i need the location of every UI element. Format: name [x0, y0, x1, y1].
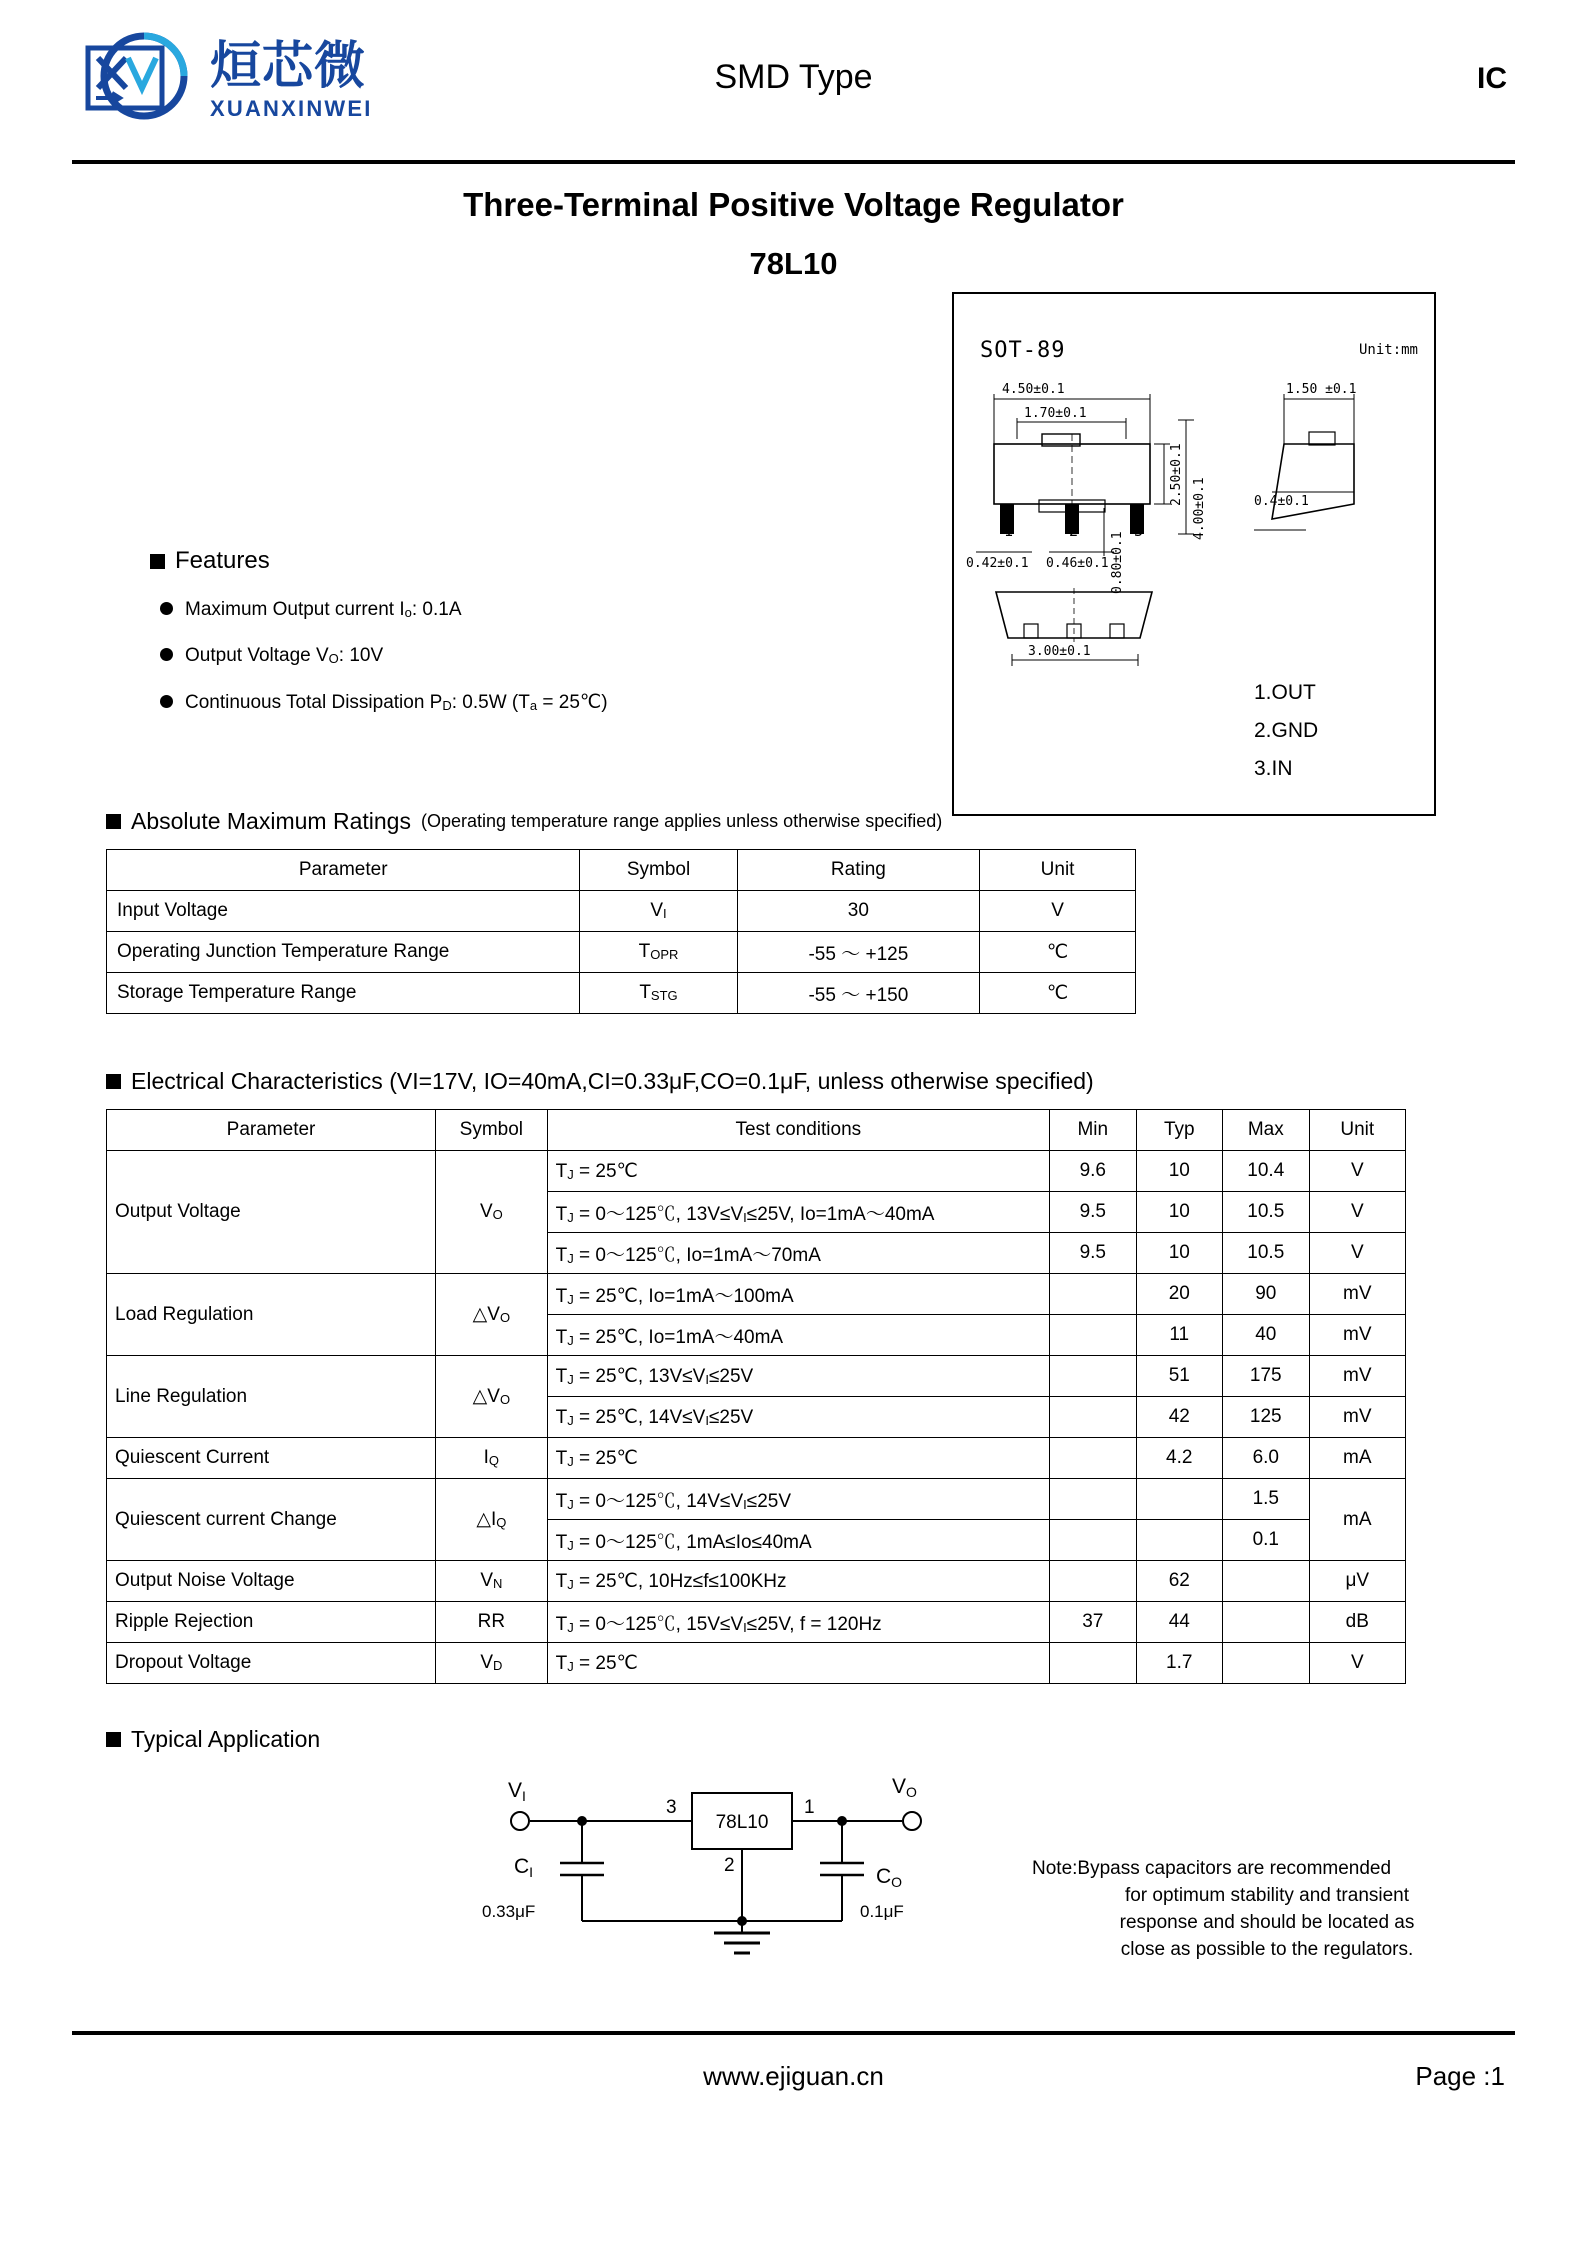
- abs-max-heading-label: Absolute Maximum Ratings: [131, 808, 411, 834]
- elec-heading: [106, 1068, 1515, 1095]
- application-heading: [106, 1726, 1515, 1753]
- cell-max: 40: [1223, 1315, 1310, 1356]
- table-row: [107, 1438, 1406, 1479]
- cell-symbol: VI: [580, 891, 737, 932]
- col-symbol: Symbol: [580, 850, 737, 891]
- svg-text:3: 3: [1134, 522, 1144, 540]
- schematic-output-label: VO: [892, 1775, 917, 1800]
- dim-height-outer: 4.00±0.1: [1192, 477, 1207, 540]
- cell-conditions: TJ = 0～125℃, 13V≤VI≤25V, Io=1mA～40mA: [547, 1192, 1049, 1233]
- header-category-label: IC: [1477, 62, 1507, 95]
- cell-parameter: Dropout Voltage: [107, 1643, 436, 1684]
- cell-typ: 10: [1136, 1233, 1222, 1274]
- bullet-square-icon: [106, 814, 121, 829]
- cell-min: 9.6: [1050, 1151, 1136, 1192]
- cell-rating: -55 ～ +150: [737, 973, 980, 1014]
- electrical-characteristics-table: [106, 1109, 1406, 1684]
- pin-legend-1: 1.OUT: [1254, 681, 1316, 704]
- cell-min: [1050, 1520, 1136, 1561]
- dim-side-thick: 0.4±0.1: [1254, 494, 1309, 509]
- cell-unit: ℃: [980, 932, 1136, 973]
- cell-max: 0.1: [1223, 1520, 1310, 1561]
- list-item: [160, 645, 790, 667]
- svg-text:2: 2: [1069, 522, 1079, 540]
- application-section: [72, 1726, 1515, 2013]
- page-footer: [72, 2061, 1515, 2111]
- footer-page-number: Page :1: [1415, 2061, 1505, 2091]
- package-name-label: SOT-89: [980, 338, 1066, 363]
- cell-min: [1050, 1479, 1136, 1520]
- header-divider: [72, 160, 1515, 164]
- application-note: [1032, 1855, 1502, 1963]
- bullet-square-icon: [150, 554, 165, 569]
- schematic-cap-out-value: 0.1μF: [860, 1902, 904, 1921]
- cell-parameter: Line Regulation: [107, 1356, 436, 1438]
- cell-min: [1050, 1397, 1136, 1438]
- application-heading-label: Typical Application: [131, 1726, 321, 1752]
- cell-max: [1223, 1561, 1310, 1602]
- cell-max: 10.5: [1223, 1233, 1310, 1274]
- cell-max: 6.0: [1223, 1438, 1310, 1479]
- cell-typ: 42: [1136, 1397, 1222, 1438]
- cell-typ: 20: [1136, 1274, 1222, 1315]
- dim-bottom-width: 3.00±0.1: [1028, 644, 1091, 659]
- cell-typ: 4.2: [1136, 1438, 1222, 1479]
- cell-max: 125: [1223, 1397, 1310, 1438]
- note-line-3: response and should be located as: [1119, 1912, 1415, 1933]
- package-unit-label: Unit:mm: [1358, 342, 1418, 358]
- elec-section: [72, 1068, 1515, 1684]
- cell-unit: mV: [1309, 1274, 1405, 1315]
- cell-unit: V: [1309, 1233, 1405, 1274]
- logo-chinese-name: 烜芯微: [210, 36, 367, 96]
- cell-unit: V: [980, 891, 1136, 932]
- cell-conditions: TJ = 0～125℃, 15V≤VI≤25V, f = 120Hz: [547, 1602, 1049, 1643]
- cell-max: 10.4: [1223, 1151, 1310, 1192]
- pin-legend-3: 3.IN: [1254, 757, 1293, 780]
- features-heading: [150, 547, 790, 575]
- dim-pin-mid: 0.46±0.1: [1046, 556, 1109, 571]
- pin-legend-2: 2.GND: [1254, 719, 1319, 742]
- pin-legend: [1254, 674, 1318, 788]
- col-rating: Rating: [737, 850, 980, 891]
- cell-conditions: TJ = 25℃, 14V≤VI≤25V: [547, 1397, 1049, 1438]
- svg-text:1: 1: [1004, 522, 1014, 540]
- table-header-row: [107, 850, 1136, 891]
- cell-unit: μV: [1309, 1561, 1405, 1602]
- features-and-package-row: [72, 282, 1515, 802]
- dim-pin-vert: 0.80±0.1: [1110, 531, 1125, 594]
- dim-top-width: 4.50±0.1: [1002, 382, 1065, 397]
- cell-min: [1050, 1356, 1136, 1397]
- schematic-cap-in-value: 0.33μF: [482, 1902, 536, 1921]
- part-number: 78L10: [749, 246, 838, 281]
- cell-symbol: RR: [436, 1602, 548, 1643]
- cell-typ: 1.7: [1136, 1643, 1222, 1684]
- dim-inner-width: 1.70±0.1: [1024, 406, 1087, 421]
- table-header-row: [107, 1110, 1406, 1151]
- table-row: [107, 1479, 1406, 1520]
- dim-pin-left: 0.42±0.1: [966, 556, 1029, 571]
- package-drawing: [952, 292, 1436, 816]
- header-center-title: SMD Type: [714, 58, 873, 96]
- col-symbol: Symbol: [436, 1110, 548, 1151]
- feature-text: Continuous Total Dissipation PD: 0.5W (Ta = 25℃): [185, 692, 608, 713]
- col-min: Min: [1050, 1110, 1136, 1151]
- cell-parameter: Storage Temperature Range: [107, 973, 580, 1014]
- cell-symbol: △VO: [436, 1274, 548, 1356]
- bullet-dot-icon: [160, 648, 173, 661]
- cell-min: [1050, 1315, 1136, 1356]
- document-title: Three-Terminal Positive Voltage Regulator: [463, 186, 1124, 223]
- cell-conditions: TJ = 0～125℃, Io=1mA～70mA: [547, 1233, 1049, 1274]
- cell-unit: V: [1309, 1192, 1405, 1233]
- schematic-cap-in-label: CI: [514, 1855, 534, 1880]
- cell-symbol: △IQ: [436, 1479, 548, 1561]
- cell-min: 9.5: [1050, 1233, 1136, 1274]
- cell-max: 90: [1223, 1274, 1310, 1315]
- bullet-dot-icon: [160, 695, 173, 708]
- features-section: [150, 547, 790, 714]
- bullet-square-icon: [106, 1074, 121, 1089]
- cell-unit: ℃: [980, 973, 1136, 1014]
- abs-max-heading-note: (Operating temperature range applies unless otherwise specified): [420, 811, 943, 831]
- table-row: [107, 1602, 1406, 1643]
- cell-max: 175: [1223, 1356, 1310, 1397]
- schematic-device-label: 78L10: [715, 1812, 769, 1833]
- cell-typ: 11: [1136, 1315, 1222, 1356]
- cell-min: [1050, 1438, 1136, 1479]
- abs-max-table: [106, 849, 1136, 1014]
- cell-typ: [1136, 1479, 1222, 1520]
- cell-unit: mV: [1309, 1315, 1405, 1356]
- dim-side-width: 1.50 ±0.1: [1286, 382, 1357, 397]
- note-line-4: close as possible to the regulators.: [1120, 1939, 1414, 1960]
- cell-unit: V: [1309, 1643, 1405, 1684]
- cell-symbol: TOPR: [580, 932, 737, 973]
- cell-parameter: Load Regulation: [107, 1274, 436, 1356]
- elec-heading-label: Electrical Characteristics (VI=17V, IO=40mA,CI=0.33μF,CO=0.1μF, unless otherwise specified): [131, 1068, 1094, 1094]
- cell-min: 9.5: [1050, 1192, 1136, 1233]
- note-line-1: Note:Bypass capacitors are recommended: [1032, 1858, 1392, 1879]
- bullet-square-icon: [106, 1732, 121, 1747]
- cell-min: [1050, 1643, 1136, 1684]
- footer-website[interactable]: www.ejiguan.cn: [703, 2061, 884, 2091]
- cell-conditions: TJ = 25℃: [547, 1643, 1049, 1684]
- bullet-dot-icon: [160, 602, 173, 615]
- cell-unit: V: [1309, 1151, 1405, 1192]
- list-item: [160, 599, 790, 621]
- cell-max: 1.5: [1223, 1479, 1310, 1520]
- cell-conditions: TJ = 25℃, 13V≤VI≤25V: [547, 1356, 1049, 1397]
- col-max: Max: [1223, 1110, 1310, 1151]
- page-header: [72, 0, 1515, 160]
- table-row: [107, 1274, 1406, 1315]
- cell-rating: 30: [737, 891, 980, 932]
- logo-english-name: XUANXINWEI: [210, 95, 373, 121]
- cell-conditions: TJ = 0～125℃, 14V≤VI≤25V: [547, 1479, 1049, 1520]
- cell-parameter: Output Voltage: [107, 1151, 436, 1274]
- table-row: [107, 891, 1136, 932]
- cell-parameter: Input Voltage: [107, 891, 580, 932]
- note-line-2: for optimum stability and transient: [1124, 1885, 1410, 1906]
- dim-height-inner: 2.50±0.1: [1169, 443, 1184, 506]
- cell-parameter: Output Noise Voltage: [107, 1561, 436, 1602]
- cell-unit: mV: [1309, 1397, 1405, 1438]
- cell-unit: dB: [1309, 1602, 1405, 1643]
- cell-min: [1050, 1561, 1136, 1602]
- feature-text: Maximum Output current Io: 0.1A: [185, 599, 462, 620]
- cell-conditions: TJ = 25℃, 10Hz≤f≤100KHz: [547, 1561, 1049, 1602]
- col-unit: Unit: [980, 850, 1136, 891]
- cell-conditions: TJ = 25℃: [547, 1438, 1049, 1479]
- cell-unit: mA: [1309, 1479, 1405, 1561]
- cell-max: 10.5: [1223, 1192, 1310, 1233]
- cell-parameter: Quiescent Current: [107, 1438, 436, 1479]
- abs-max-section: [72, 808, 1515, 1014]
- cell-typ: 62: [1136, 1561, 1222, 1602]
- footer-divider: [72, 2031, 1515, 2035]
- schematic-pin-out: 1: [804, 1797, 815, 1818]
- cell-symbol: TSTG: [580, 973, 737, 1014]
- list-item: [160, 691, 790, 714]
- cell-symbol: △VO: [436, 1356, 548, 1438]
- schematic-input-label: VI: [508, 1779, 526, 1804]
- cell-typ: 10: [1136, 1151, 1222, 1192]
- cell-symbol: IQ: [436, 1438, 548, 1479]
- cell-typ: 51: [1136, 1356, 1222, 1397]
- table-row: [107, 1643, 1406, 1684]
- table-row: [107, 973, 1136, 1014]
- cell-unit: mV: [1309, 1356, 1405, 1397]
- col-test-conditions: Test conditions: [547, 1110, 1049, 1151]
- cell-min: [1050, 1274, 1136, 1315]
- feature-text: Output Voltage VO: 10V: [185, 645, 384, 666]
- table-row: [107, 932, 1136, 973]
- col-parameter: Parameter: [107, 1110, 436, 1151]
- cell-symbol: VO: [436, 1151, 548, 1274]
- cell-parameter: Operating Junction Temperature Range: [107, 932, 580, 973]
- table-row: [107, 1561, 1406, 1602]
- cell-unit: mA: [1309, 1438, 1405, 1479]
- cell-symbol: VD: [436, 1643, 548, 1684]
- cell-min: 37: [1050, 1602, 1136, 1643]
- schematic-pin-in: 3: [666, 1797, 677, 1818]
- cell-parameter: Quiescent current Change: [107, 1479, 436, 1561]
- application-schematic-area: [72, 1763, 1515, 2013]
- table-row: [107, 1356, 1406, 1397]
- features-heading-label: Features: [175, 547, 270, 574]
- cell-conditions: TJ = 0～125℃, 1mA≤Io≤40mA: [547, 1520, 1049, 1561]
- cell-max: [1223, 1643, 1310, 1684]
- cell-conditions: TJ = 25℃, Io=1mA～40mA: [547, 1315, 1049, 1356]
- schematic-pin-gnd: 2: [724, 1855, 735, 1876]
- cell-conditions: TJ = 25℃, Io=1mA～100mA: [547, 1274, 1049, 1315]
- cell-typ: 44: [1136, 1602, 1222, 1643]
- table-row: [107, 1151, 1406, 1192]
- cell-conditions: TJ = 25℃: [547, 1151, 1049, 1192]
- col-unit: Unit: [1309, 1110, 1405, 1151]
- cell-symbol: VN: [436, 1561, 548, 1602]
- schematic-cap-out-label: CO: [876, 1865, 903, 1890]
- cell-parameter: Ripple Rejection: [107, 1602, 436, 1643]
- cell-rating: -55 ～ +125: [737, 932, 980, 973]
- col-typ: Typ: [1136, 1110, 1222, 1151]
- cell-max: [1223, 1602, 1310, 1643]
- col-parameter: Parameter: [107, 850, 580, 891]
- cell-typ: 10: [1136, 1192, 1222, 1233]
- cell-typ: [1136, 1520, 1222, 1561]
